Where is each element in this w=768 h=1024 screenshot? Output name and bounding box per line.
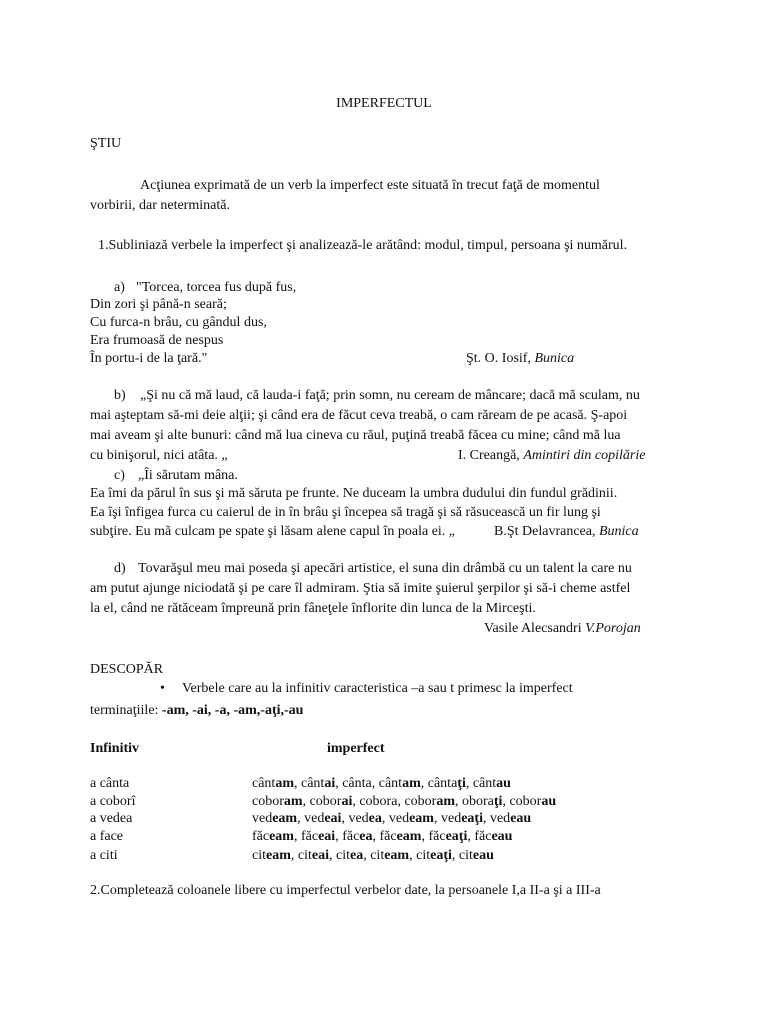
verb-form — [474, 829, 512, 844]
table-cell-infinitive: a citi — [90, 848, 118, 863]
verb-stem: ved — [304, 811, 325, 826]
verb-form — [304, 811, 341, 826]
table-cell-infinitive: a coborî — [90, 794, 136, 809]
verb-form — [441, 811, 483, 826]
verb-ending: eam — [409, 811, 434, 826]
item-c-line: „Îi sărutam mâna. — [138, 468, 238, 483]
verb-ending: eai — [324, 811, 342, 826]
verb-form — [252, 829, 294, 844]
verb-stem: cobor — [309, 794, 342, 809]
item-d-line: la el, când ne rătăceam împreună prin fâneţele înflorite din lunca de la Mirceşti. — [90, 601, 536, 616]
verb-stem: făc — [300, 829, 319, 844]
item-c-work: Bunica — [598, 524, 639, 539]
verb-ending: eam — [269, 829, 294, 844]
verb-stem: făc — [252, 829, 270, 844]
rule-line-2 — [90, 703, 303, 719]
verb-stem: ved — [252, 811, 273, 826]
item-a-line: Din zori şi până-n seară; — [90, 297, 227, 312]
verb-stem: cobor — [509, 794, 542, 809]
verb-ending: eau — [472, 848, 494, 863]
verb-ending: am — [275, 776, 294, 791]
verb-form — [301, 829, 335, 844]
verb-stem: cânt — [301, 776, 325, 791]
item-c-marker: c) — [114, 468, 125, 483]
verb-ending: eam — [384, 848, 410, 863]
table-cell-imperfect: făceam, făceai, făcea, făceam, făceaţi, făceau — [252, 829, 513, 844]
verb-stem: cit — [252, 848, 266, 863]
verb-stem: cit — [370, 848, 385, 863]
verb-form — [301, 776, 335, 791]
item-a-line: Era frumoasă de nespus — [90, 333, 224, 348]
verb-stem: făc — [342, 829, 360, 844]
section-heading-know: ŞTIU — [90, 136, 122, 151]
verb-form — [416, 848, 452, 863]
item-d-work: V.Porojan — [585, 621, 641, 636]
verb-ending: eaţi — [430, 848, 452, 863]
verb-form — [462, 794, 502, 809]
exercise-2-instruction: 2.Completează coloanele libere cu imperfectul verbelor date, la persoanele I,a II-a şi a III-a — [90, 883, 601, 898]
verb-form — [298, 848, 329, 863]
verb-form — [428, 776, 466, 791]
verb-ending: eai — [318, 829, 336, 844]
verb-stem: făc — [428, 829, 446, 844]
verb-form — [310, 794, 353, 809]
verb-ending: eaţi — [461, 811, 483, 826]
table-header-infinitive: Infinitiv — [90, 741, 140, 756]
verb-ending: am — [402, 776, 421, 791]
verb-stem: cit — [336, 848, 350, 863]
verb-stem: făc — [379, 829, 397, 844]
item-c-author: B.Şt Delavrancea, — [494, 524, 599, 539]
verb-ending: ea — [368, 811, 382, 826]
verb-stem: cânta — [342, 776, 372, 791]
table-cell-imperfect: cântam, cântai, cânta, cântam, cântaţi, cântau — [252, 776, 511, 791]
item-a-line: În portu-i de la ţară." — [90, 351, 208, 366]
bullet-icon: • — [160, 681, 165, 696]
verb-stem: ved — [388, 811, 410, 826]
verb-form — [389, 811, 434, 826]
item-b-citation — [458, 448, 645, 464]
verb-ending: ea — [359, 829, 373, 844]
item-c-line: subţire. Eu mă culcam pe spate şi lăsam alene capul în poala ei. „ — [90, 524, 456, 539]
verb-form — [342, 776, 372, 791]
verb-form — [428, 829, 467, 844]
section-heading-discover: DESCOPĂR — [90, 662, 164, 677]
verb-form — [348, 811, 381, 826]
verb-ending: eai — [311, 848, 329, 863]
item-a-line: "Torcea, torcea fus după fus, — [136, 280, 297, 295]
verb-form — [459, 848, 494, 863]
item-d-line: Tovarăşul meu mai poseda şi apecări artistice, el suna din drâmbă cu un talent la care nu — [138, 561, 632, 576]
verb-stem: cit — [458, 848, 473, 863]
item-b-line: mai aşteptam să-mi deie alţii; şi când era de făcut ceva treabă, o cam răream de pe acasă. Ş-apoi — [90, 408, 628, 423]
verb-stem: obora — [462, 794, 494, 809]
item-b-author: I. Creangă, — [458, 448, 524, 463]
verb-stem: ved — [440, 811, 462, 826]
item-c-line: Ea îmi da părul în sus şi mă săruta pe frunte. Ne duceam la umbra dudului din fundul grădinii. — [90, 486, 618, 501]
item-d-author: Vasile Alecsandri — [484, 621, 586, 636]
page-title: IMPERFECTUL — [336, 96, 432, 111]
item-a-citation — [466, 351, 574, 367]
verb-ending: ţi — [493, 794, 503, 809]
verb-stem: cânt — [472, 776, 497, 791]
table-cell-imperfect: citeam, citeai, citea, citeam, citeaţi, citeau — [252, 848, 494, 863]
item-b-line: mai aveam şi alte bunuri: când mă lua cineva cu răul, puţină treabă făcea cu mine; când mă lua — [90, 428, 621, 443]
verb-ending: ţi — [457, 776, 466, 791]
verb-form — [252, 811, 297, 826]
item-c-line: Ea îşi înfigea furca cu caierul de in în brâu şi începea să tragă şi să răsucească un fir lung şi — [90, 505, 601, 520]
item-b-line: cu binişorul, nici atâta. „ — [90, 448, 228, 463]
verb-stem: cit — [416, 848, 431, 863]
exercise-1-instruction: 1.Subliniază verbele la imperfect şi analizează-le arătând: modul, timpul, persoana şi numărul. — [98, 238, 628, 253]
verb-form — [509, 794, 556, 809]
verb-stem: ved — [489, 811, 511, 826]
item-d-citation — [484, 621, 641, 637]
verb-ending: ai — [324, 776, 336, 791]
item-a-work: Bunica — [534, 351, 575, 366]
verb-form — [490, 811, 531, 826]
verb-ending: am — [436, 794, 455, 809]
item-b-line: „Şi nu că mă laud, că lauda-i faţă; prin somn, nu ceream de mâncare; dacă mă sculam, nu — [140, 388, 640, 403]
verb-form — [379, 776, 421, 791]
verb-ending: am — [283, 794, 303, 809]
verb-form — [359, 794, 397, 809]
rule-endings: -am, -ai, -a, -am,-aţi,-au — [161, 703, 304, 718]
intro-line-2: vorbirii, dar neterminată. — [90, 198, 230, 213]
verb-ending: eam — [272, 811, 298, 826]
item-c-citation — [494, 524, 639, 540]
intro-line-1: Acţiunea exprimată de un verb la imperfect este situată în trecut faţă de momentul — [140, 178, 600, 193]
item-d-marker: d) — [114, 561, 126, 576]
verb-stem: cobor — [404, 794, 437, 809]
verb-ending: eau — [510, 811, 532, 826]
table-cell-imperfect: vedeam, vedeai, vedea, vedeam, vedeaţi, vedeau — [252, 811, 532, 826]
verb-form — [342, 829, 372, 844]
item-d-line: am putut ajunge niciodată şi pe care îl admiram. Ştia să imite şuierul şerpilor şi să-i cheme astfel — [90, 581, 631, 596]
verb-stem: cit — [297, 848, 312, 863]
verb-stem: cânt — [252, 776, 276, 791]
rule-line-1: Verbele care au la infinitiv caracteristica –a sau t primesc la imperfect — [182, 681, 573, 696]
verb-stem: cânt — [378, 776, 403, 791]
verb-stem: făc — [474, 829, 492, 844]
verb-form — [404, 794, 455, 809]
verb-ending: eaţi — [445, 829, 468, 844]
rule-prefix: terminaţiile: — [90, 703, 162, 718]
item-a-marker: a) — [114, 280, 125, 295]
verb-ending: au — [496, 776, 511, 791]
verb-form — [380, 829, 422, 844]
verb-ending: ai — [341, 794, 353, 809]
item-b-work: Amintiri din copilărie — [523, 448, 646, 463]
table-cell-infinitive: a face — [90, 829, 124, 844]
item-a-line: Cu furca-n brâu, cu gândul dus, — [90, 315, 267, 330]
table-cell-infinitive: a vedea — [90, 811, 133, 826]
table-cell-infinitive: a cânta — [90, 776, 130, 791]
table-cell-imperfect: coboram, coborai, cobora, coboram, oboraţi, coborau — [252, 794, 557, 809]
verb-form — [473, 776, 511, 791]
verb-form — [252, 794, 303, 809]
verb-ending: au — [541, 794, 557, 809]
verb-form — [252, 776, 294, 791]
item-a-author: Şt. O. Iosif, — [466, 351, 535, 366]
verb-ending: ea — [350, 848, 364, 863]
verb-form — [370, 848, 409, 863]
verb-form — [252, 848, 291, 863]
table-header-imperfect: imperfect — [327, 741, 385, 756]
verb-stem: ved — [348, 811, 369, 826]
verb-ending: eam — [266, 848, 291, 863]
verb-stem: cobora — [359, 794, 398, 809]
verb-form — [336, 848, 363, 863]
verb-ending: eam — [396, 829, 422, 844]
verb-ending: eau — [491, 829, 513, 844]
verb-stem: cânta — [427, 776, 458, 791]
item-b-marker: b) — [114, 388, 126, 403]
verb-stem: cobor — [252, 794, 284, 809]
